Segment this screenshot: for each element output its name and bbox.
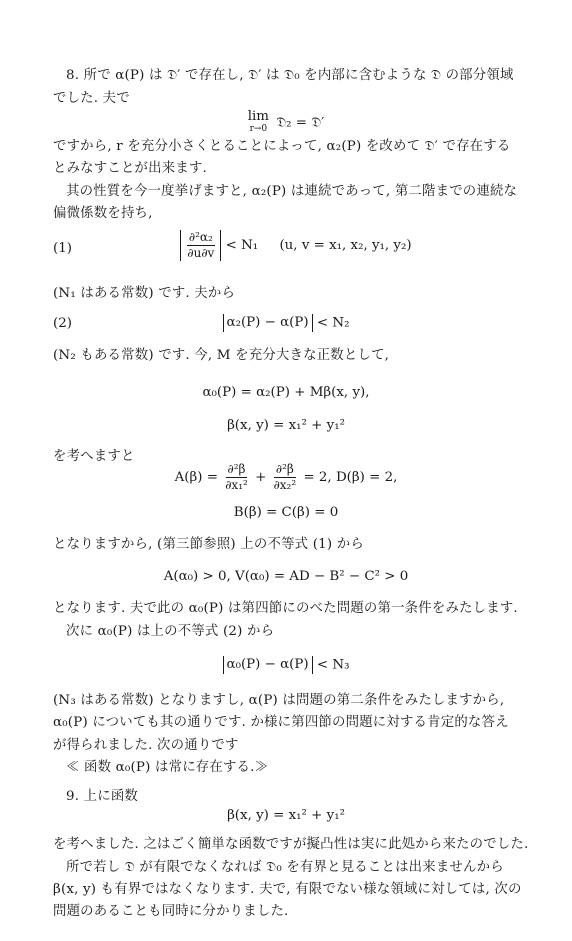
eq-A-lhs: A(β) = bbox=[174, 470, 218, 485]
limit-op: lim bbox=[247, 109, 269, 124]
p8-line6: 偏微係数を持ち, bbox=[53, 206, 153, 221]
eq-alpha0: α₀(P) = α₂(P) + Mβ(x, y), bbox=[202, 385, 370, 400]
p9-line3: 所で若し 𝔇 が有限でなくなれば 𝔇₀ を有界と見ることは出来ませんから bbox=[66, 860, 504, 875]
text-ineq: となりますから, (第三節参照) 上の不等式 (1) から bbox=[53, 537, 364, 552]
text-consider: を考へますと bbox=[53, 449, 135, 464]
eq1-num: ∂²α₂ bbox=[188, 230, 213, 244]
limit-operator bbox=[248, 110, 269, 136]
text-next: 次に α₀(P) は上の不等式 (2) から bbox=[66, 624, 275, 639]
eq-A-num1: ∂²β bbox=[227, 462, 246, 476]
eq1 bbox=[0, 230, 572, 261]
p8-line3: ですから, r を充分小さくとることによって, α₂(P) を改めて 𝔇′ で存在する bbox=[53, 139, 511, 154]
eq-N3 bbox=[0, 656, 572, 674]
eq2-abs: α₂(P) − α(P) bbox=[223, 314, 313, 332]
eq1-den: ∂u∂v bbox=[187, 246, 215, 260]
eq-A-frac2 bbox=[272, 462, 299, 493]
eq1-rhs: < N₁ bbox=[225, 238, 259, 253]
limit-equation bbox=[0, 110, 572, 136]
p8-line4: とみなすことが出来ます. bbox=[53, 161, 207, 176]
p8-line5: 其の性質を今一度挙げますと, α₂(P) は連続であって, 第二階までの連続な bbox=[66, 184, 518, 199]
eq2-tag: (2) bbox=[53, 316, 72, 331]
eq1-frac bbox=[185, 230, 216, 261]
eq-V: A(α₀) > 0, V(α₀) = AD − B² − C² > 0 bbox=[163, 569, 409, 584]
eq-A-rest: = 2, D(β) = 2, bbox=[303, 470, 398, 485]
p9-line5: 問題のあることも同時に分かりました. bbox=[53, 904, 289, 919]
eq2-rhs: < N₂ bbox=[316, 315, 350, 331]
eq2 bbox=[0, 314, 572, 332]
eq-A-den2: ∂x₂² bbox=[273, 478, 297, 492]
p8-line2: でした. 夫で bbox=[53, 91, 130, 106]
p9-line2: を考へました. 之はごく簡単な函数ですが擬凸性は実に此処から来たのでした. bbox=[53, 837, 529, 852]
eq-N3-rhs: < N₃ bbox=[316, 657, 350, 673]
limit-body: 𝔇₂ = 𝔇′ bbox=[276, 115, 325, 131]
eq1-tag: (1) bbox=[53, 241, 72, 256]
p8-line1: 8. 所で α(P) は 𝔇′ で存在し, 𝔇′ は 𝔇₀ を内部に含むような 𝔇 の部分領域 bbox=[66, 68, 514, 83]
text-n2: (N₂ もある常数) です. 今, M を充分大きな正数として, bbox=[53, 348, 390, 363]
p9-line4: β(x, y) も有界ではなくなります. 夫で, 有限でない様な領域に対しては, 次の bbox=[53, 882, 522, 897]
eq-A bbox=[0, 462, 572, 493]
p9-line1: 9. 上に函数 bbox=[66, 789, 138, 804]
eq-beta: β(x, y) = x₁² + y₁² bbox=[227, 418, 345, 433]
p9-eq: β(x, y) = x₁² + y₁² bbox=[227, 808, 345, 823]
eq-BC: B(β) = C(β) = 0 bbox=[233, 505, 339, 520]
eq-N3-abs: α₀(P) − α(P) bbox=[223, 656, 313, 674]
eq-A-den1: ∂x₁² bbox=[225, 478, 248, 492]
text-n3-line2: α₀(P) についても其の通りです. か様に第四節の問題に対する肯定的な答え bbox=[53, 715, 509, 730]
text-n3-line3: が得られました. 次の通りです bbox=[53, 738, 239, 753]
eq1-cond: (u, v = x₁, x₂, y₁, y₂) bbox=[279, 238, 412, 253]
eq-A-frac1 bbox=[223, 462, 250, 493]
limit-sub: r→0 bbox=[249, 124, 268, 134]
text-cond1: となります. 夫で此の α₀(P) は第四節にのべた問題の第一条件をみたします. bbox=[53, 601, 518, 616]
eq1-abs bbox=[180, 230, 221, 261]
eq-A-plus: + bbox=[255, 470, 267, 485]
eq-A-num2: ∂²β bbox=[275, 462, 294, 476]
text-n3-line1: (N₃ はある常数) となりますし, α(P) は問題の第二条件をみたしますから, bbox=[53, 693, 505, 708]
text-n1: (N₁ はある常数) です. 夫から bbox=[53, 286, 236, 301]
text-n3-line4: ≪ 函数 α₀(P) は常に存在する.≫ bbox=[66, 760, 269, 775]
